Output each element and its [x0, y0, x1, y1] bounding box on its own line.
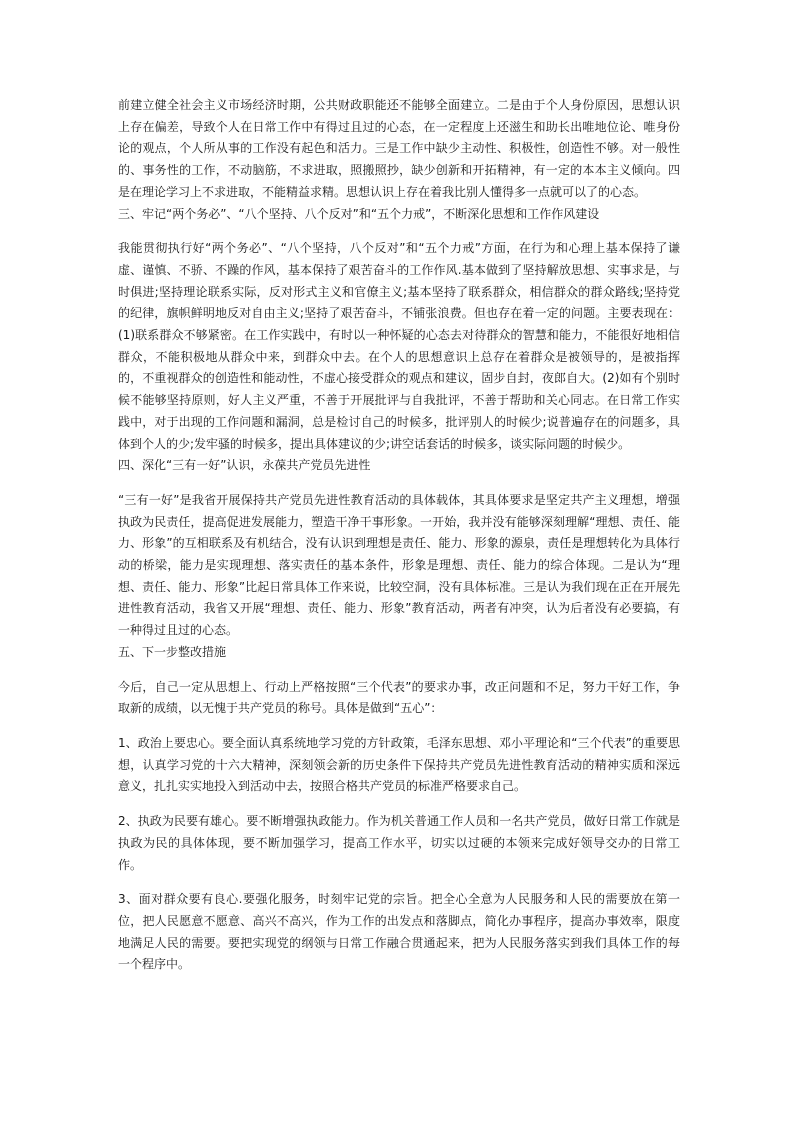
body-paragraph-2: 我能贯彻执行好“两个务必”、“八个坚持，八个反对”和“五个力戒”方面，在行为和心理上基本保持了谦虚、谨慎、不骄、不躁的作风，基本保持了艰苦奋斗的工作作风.基本做到了坚持解放思想、实事求是，与时俱进;坚持理论联系实际，反对形式主义和官僚主义;基本坚持了联系群众，相信群众的群众路线;坚持党的纪律，旗帜鲜明地反对自由主义;坚持了艰苦奋斗，不铺张浪费。但也存在着一定的问题。主要表现在：(1)联系群众不够紧密。在工作实践中，有时以一种怀疑的心态去对待群众的智慧和能力，不能很好地相信群众，不能积极地从群众中来，到群众中去。在个人的思想意识上总存在着群众是被领导的，是被指挥的，不重视群众的创造性和能动性，不虚心接受群众的观点和建议，固步自封，夜郎自大。(2)如有个别时候不能够坚持原则，好人主义严重，不善于开展批评与自我批评，不善于帮助和关心同志。在日常工作实践中，对于出现的工作问题和漏洞，总是检讨自己的时候多，批评别人的时候少;说普遍存在的问题多，具体到个人的少;发牢骚的时候多，提出具体建议的少;讲空话套话的时候多，谈实际问题的时候少。 — [118, 241, 680, 451]
body-paragraph-3: “三有一好”是我省开展保持共产党员先进性教育活动的具体载体，其具体要求是坚定共产主义理想，增强执政为民责任，提高促进发展能力，塑造干净干事形象。一开始，我并没有能够深刻理解“理想、责任、能力、形象”的互相联系及有机结合，没有认识到理想是责任、能力、形象的源泉，责任是理想转化为具体行动的桥梁，能力是实现理想、落实责任的基本条件，形象是理想、责任、能力的综合体现。二是认为“理想、责任、能力、形象”比起日常具体工作来说，比较空洞，没有具体标准。三是认为我们现在正在开展先进性教育活动，我省又开展“理想、责任、能力、形象”教育活动，两者有冲突，认为后者没有必要搞，有一种得过且过的心态。 — [118, 492, 680, 638]
body-paragraph-1: 前建立健全社会主义市场经济时期，公共财政职能还不能够全面建立。二是由于个人身份原因，思想认识上存在偏差，导致个人在日常工作中有得过且过的心态，在一定程度上还滋生和助长出唯地位论、唯身份论的观点，个人所从事的工作没有起色和活力。三是工作中缺少主动性、积极性，创造性不够。对一般性的、事务性的工作，不动脑筋，不求进取，照搬照抄，缺少创新和开拓精神，有一定的本本主义倾向。四是在理论学习上不求进取，不能精益求精。思想认识上存在着我比别人懂得多一点就可以了的心态。 — [118, 98, 680, 199]
section-heading-5: 五、下一步整改措施 — [118, 644, 227, 659]
section-heading-3: 三、牢记“两个务必”、“八个坚持、八个反对”和“五个力戒”，不断深化思想和工作作风建设 — [118, 206, 600, 221]
section-heading-4: 四、深化“三有一好”认识，永葆共产党员先进性 — [118, 458, 371, 473]
list-item-3: 3、面对群众要有良心.要强化服务，时刻牢记党的宗旨。把全心全意为人民服务和人民的需要放在第一位，把人民愿意不愿意、高兴不高兴，作为工作的出发点和落脚点，简化办事程序，提高办事效率，限度地满足人民的需要。要把实现党的纲领与日常工作融合贯通起来，把为人民服务落实到我们具体工作的每一个程序中。 — [118, 892, 680, 972]
list-item-1: 1、政治上要忠心。要全面认真系统地学习党的方针政策，毛泽东思想、邓小平理论和“三个代表”的重要思想，认真学习党的十六大精神，深刻领会新的历史条件下保持共产党员先进性教育活动的精神实质和深远意义，扎扎实实地投入到活动中去，按照合格共产党员的标准严格要求自己。 — [118, 735, 680, 794]
list-item-2: 2、执政为民要有雄心。要不断增强执政能力。作为机关普通工作人员和一名共产党员，做好日常工作就是执政为民的具体体现，要不断加强学习，提高工作水平，切实以过硬的本领来完成好领导交办的日常工作。 — [118, 814, 680, 872]
document-page — [118, 95, 680, 976]
body-paragraph-4: 今后，自己一定从思想上、行动上严格按照“三个代表”的要求办事，改正问题和不足，努力干好工作，争取新的成绩，以无愧于共产党员的称号。具体是做到“五心”： — [118, 679, 680, 716]
